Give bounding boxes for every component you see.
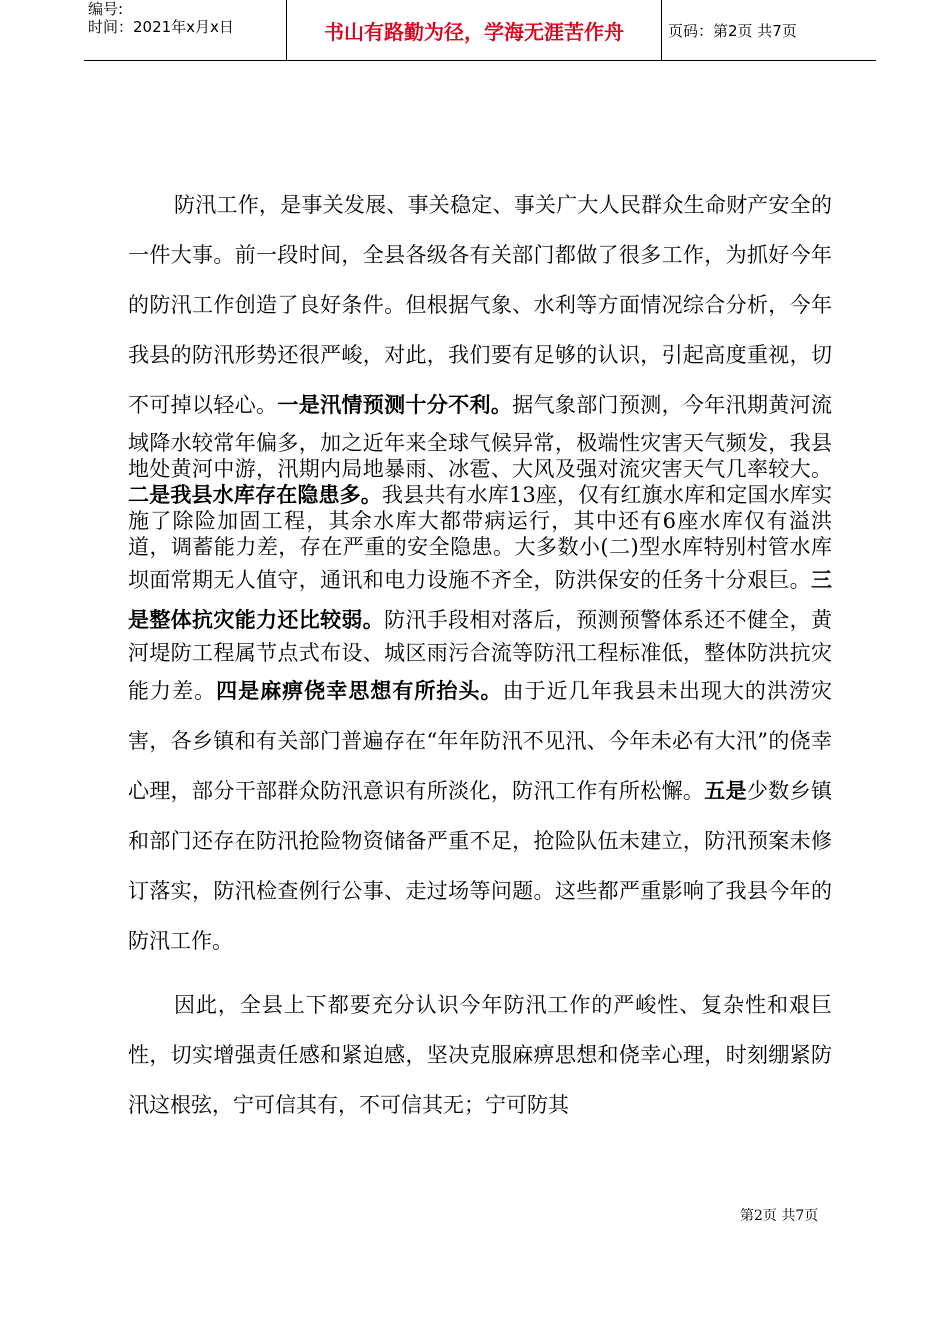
text-run: 少数乡镇和部门还存在防汛抢险物资储备严重不足，抢险队伍未建立，防汛预案未修订落实，防汛检查例行公事、走过场等问题。这些都严重影响了我县今年的防汛工作。: [128, 779, 832, 953]
page-header: [84, 0, 876, 61]
number-label: 编号:: [88, 0, 124, 18]
bold-point-4: 四是麻痹侥幸思想有所抬头。: [216, 678, 503, 703]
text-run: 由于近几年我县未出现大的洪涝灾害，各乡镇和有关部门普遍存在“年年防汛不见汛、今年未必有大汛”的侥幸心理，部分干部群众防汛意识有所淡化，防汛工作有所松懈。: [128, 679, 833, 803]
bold-point-1: 一是汛情预测十分不利。: [277, 392, 513, 417]
bold-point-2: 二是我县水库存在隐患多。: [128, 482, 382, 507]
page-info: 页码：第2页 共7页: [668, 21, 797, 40]
paragraph-1: [128, 180, 832, 966]
bold-point-3: 三是整体抗灾能力还比较弱。: [128, 567, 832, 632]
motto: 书山有路勤为径，学海无涯苦作舟: [286, 0, 662, 60]
text-run: 我县共有水库13座，仅有红旗水库和定国水库实施了除险加固工程，其余水库大都带病运行，其中还有6座水库仅有溢洪道，调蓄能力差，存在严重的安全隐患。大多数小(二)型水库特别村管水库坝面常期无人值守，通讯和电力设施不齐全，防洪保安的任务十分艰巨。: [128, 483, 832, 592]
paragraph-2: 因此，全县上下都要充分认识今年防汛工作的严峻性、复杂性和艰巨性，切实增强责任感和紧迫感，坚决克服麻痹思想和侥幸心理，时刻绷紧防汛这根弦，宁可信其有，不可信其无；宁可防其: [128, 993, 832, 1117]
header-meta: [88, 0, 288, 36]
text-run: 防汛工作，是事关发展、事关稳定、事关广大人民群众生命财产安全的一件大事。前一段时间，全县各级各有关部门都做了很多工作，为抓好今年的防汛工作创造了良好条件。但根据气象、水利等方面情况综合分析，今年我县的防汛形势还很严峻，对此，我们要有足够的认识，引起高度重视，切不可掉以轻心。: [128, 193, 832, 417]
time-label: 时间：2021年x月x日: [88, 18, 234, 36]
text-run: 据气象部门预测，今年汛期黄河流域降水较常年偏多，加之近年来全球气候异常，极端性灾害天气频发，我县地处黄河中游，汛期内局地暴雨、冰雹、大风及强对流灾害天气几率较大。: [128, 393, 832, 481]
text-run: 防汛手段相对落后，预测预警体系还不健全，黄河堤防工程属节点式布设、城区雨污合流等防汛工程标准低，整体防洪抗灾能力差。: [128, 608, 832, 703]
page-footer: 第2页 共7页: [740, 1208, 819, 1224]
bold-point-5: 五是: [704, 778, 747, 803]
document-body: [128, 180, 832, 1130]
